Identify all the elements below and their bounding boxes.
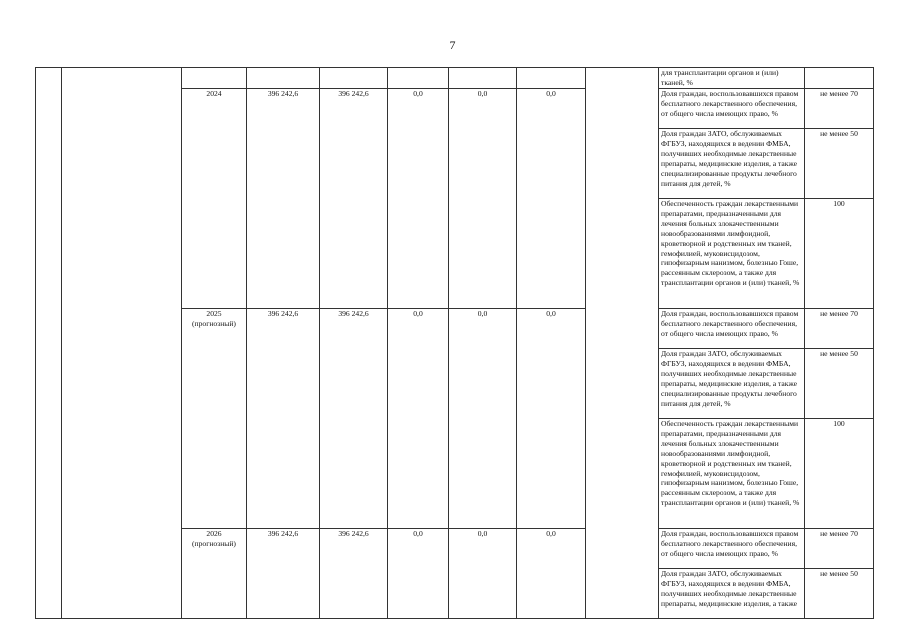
other-cell: 0,0: [517, 529, 586, 619]
year-cell: [182, 68, 247, 89]
target-cell: 100: [805, 199, 874, 309]
indicator-cell: Обеспеченность граждан лекарственными препаратами, предназначенными для лечения больных злокачественными новообразованиями лимфоидной, кроветворной и родственных им тканей, гемофилией, муковисцидозом, гипофизарным нанизмом, болезнью Гоше, рассеянным склерозом, а также для трансплантации органов и (или) тканей, %: [659, 419, 805, 529]
other-cell: [517, 68, 586, 89]
year-cell: 2024: [182, 89, 247, 309]
page-number: 7: [449, 38, 456, 52]
target-cell: [805, 68, 874, 89]
local-cell: 0,0: [449, 89, 517, 309]
total-cell: 396 242,6: [247, 89, 320, 309]
indicator-cell: Доля граждан, воспользовавшихся правом бесплатного лекарственного обеспечения, от общего числа имеющих право, %: [659, 89, 805, 129]
federal-cell: 396 242,6: [320, 89, 388, 309]
target-cell: не менее 70: [805, 529, 874, 569]
indicator-cell: Доля граждан ЗАТО, обслуживаемых ФГБУЗ, находящихся в ведении ФМБА, получивших необходимые лекарственные препараты, медицинские изделия, а также: [659, 569, 805, 619]
target-cell: не менее 50: [805, 349, 874, 419]
regional-cell: 0,0: [388, 529, 449, 619]
target-cell: 100: [805, 419, 874, 529]
year-cell: 2025 (прогнозный): [182, 309, 247, 529]
indicator-cell: для трансплантации органов и (или) тканей, %: [659, 68, 805, 89]
federal-cell: [320, 68, 388, 89]
local-cell: [449, 68, 517, 89]
regional-cell: 0,0: [388, 89, 449, 309]
indicator-cell: Доля граждан, воспользовавшихся правом бесплатного лекарственного обеспечения, от общего числа имеющих право, %: [659, 309, 805, 349]
executor-cell: [586, 68, 659, 619]
federal-cell: 396 242,6: [320, 309, 388, 529]
federal-cell: 396 242,6: [320, 529, 388, 619]
target-cell: не менее 50: [805, 569, 874, 619]
target-cell: не менее 50: [805, 129, 874, 199]
total-cell: [247, 68, 320, 89]
local-cell: 0,0: [449, 529, 517, 619]
indicator-cell: Доля граждан ЗАТО, обслуживаемых ФГБУЗ, находящихся в ведении ФМБА, получивших необходимые лекарственные препараты, медицинские изделия, а также специализированные продукты лечебного питания для детей, %: [659, 349, 805, 419]
total-cell: 396 242,6: [247, 309, 320, 529]
regional-cell: 0,0: [388, 309, 449, 529]
total-cell: 396 242,6: [247, 529, 320, 619]
indicator-cell: Доля граждан, воспользовавшихся правом бесплатного лекарственного обеспечения, от общего числа имеющих право, %: [659, 529, 805, 569]
other-cell: 0,0: [517, 309, 586, 529]
regional-cell: [388, 68, 449, 89]
year-cell: 2026 (прогнозный): [182, 529, 247, 619]
measure-cell: [62, 68, 182, 619]
number-cell: [36, 68, 62, 619]
indicator-cell: Доля граждан ЗАТО, обслуживаемых ФГБУЗ, находящихся в ведении ФМБА, получивших необходимые лекарственные препараты, медицинские изделия, а также специализированные продукты лечебного питания для детей, %: [659, 129, 805, 199]
indicator-cell: Обеспеченность граждан лекарственными препаратами, предназначенными для лечения больных злокачественными новообразованиями лимфоидной, кроветворной и родственных им тканей, гемофилией, муковисцидозом, гипофизарным нанизмом, болезнью Гоше, рассеянным склерозом, а также для трансплантации органов и (или) тканей, %: [659, 199, 805, 309]
other-cell: 0,0: [517, 89, 586, 309]
target-cell: не менее 70: [805, 309, 874, 349]
target-cell: не менее 70: [805, 89, 874, 129]
table-row: [36, 68, 874, 89]
budget-table: [35, 67, 874, 619]
local-cell: 0,0: [449, 309, 517, 529]
